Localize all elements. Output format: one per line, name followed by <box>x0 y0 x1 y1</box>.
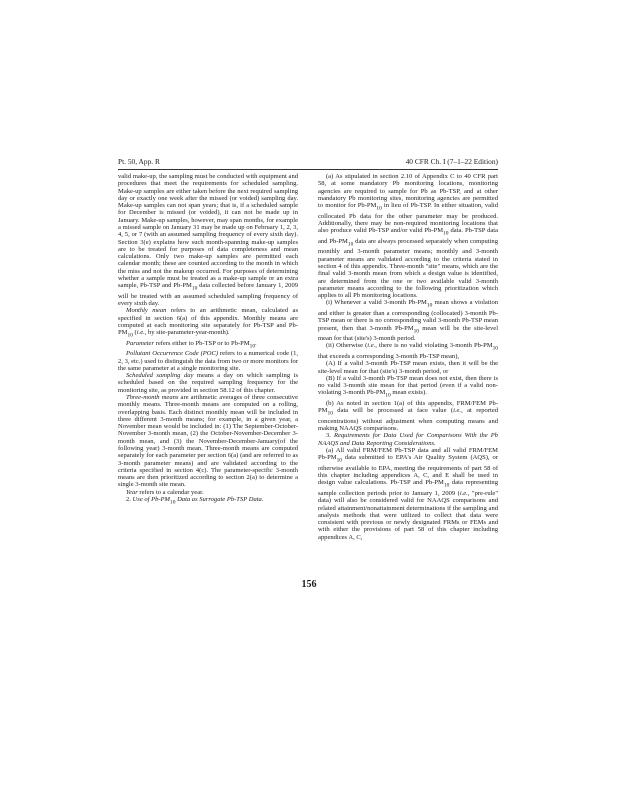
paragraph: valid make-up, the sampling must be conducted with equipment and procedures that meet the requirements for scheduled sampling. Make-up samples are either taken before the next required sampling day or exactly one week after the missed (or voided) sampling day. Make-up samples can not span years; that is, if a scheduled sample for December is missed (or voided), it can not be made up in January. Make-up samples, however, may span months, for example a missed sample on January 31 may be made up on February 1, 2, 3, 4, 5, or 7 (with an assumed sampling frequency of every sixth day). Section 3(e) explains how such month-spanning make-up samples are to be treated for purposes of data completeness and mean calculations. Only two make-up samples are permitted each calendar month; these are counted according to the month in which the miss and not the makeup occurred. For purposes of determining whether a sample must be treated as a make-up sample or an extra sample, Pb-TSP and $Pb-PM_{10}$ data collected before January 1, 2009 will be treated with an assumed scheduled sampling frequency of every sixth day. <box>118 173 299 308</box>
left-column <box>118 173 298 507</box>
page-number: 156 <box>301 579 317 590</box>
right-column <box>318 173 498 541</box>
paragraph-2b: (b) As noted in section 1(a) of this appendix, FRM/FEM $Pb-PM_{10}$ data will be processed at face value (i.e., at reported concentrations) without adjustment when computing means and making NAAQS comparisons. <box>318 399 499 433</box>
paragraph-2a-i: (i) Whenever a valid 3-month $Pb-PM_{10}$ mean shows a violation and either is greater than a corresponding (collocated) 3-month Pb-TSP mean or there is no corresponding valid 3-month Pb-TSP mean present, then that 3-month $Pb-PM_{10}$ mean will be the site-level mean for that (site's) 3-month period. <box>318 299 499 343</box>
paragraph-poc: Pollutant Occurrence Code (POC) refers to a numerical code (1, 2, 3, etc.) used to distinguish the data from two or more monitors for the same parameter at a single monitoring site. <box>118 350 298 372</box>
paragraph-2a-ii-a: (A) If a valid 3-month Pb-TSP mean exists, then it will be the site-level mean for that (site's) 3-month period, or <box>318 360 498 375</box>
running-header <box>118 157 498 170</box>
paragraph-three-month-means: Three-month means are arithmetic averages of three consecutive monthly means. Three-month means are computed on a rolling, overlapping basis. Each distinct monthly mean will be included in three different 3-month means; for example, in a given year, a November mean would be included in: (1) The September-October-November 3-month mean, (2) the October-November-December 3-month mean, and (3) the November-December-January(of the following year) 3-month mean. Three-month means are computed separately for each parameter per section 6(a) (and are referred to as 3-month parameter means) and are validated according to the criteria specified in section 4(c). The parameter-specific 3-month means are then prioritized according to section 2(a) to determine a single 3-month site mean. <box>118 394 298 489</box>
paragraph-2a: (a) As stipulated in section 2.10 of Appendix C to 40 CFR part 58, at some mandatory Pb monitoring locations, monitoring agencies are required to sample for Pb as Pb-TSP, and at other mandatory Pb monitoring sites, monitoring agencies are permitted to monitor for $Pb-PM_{10}$ in lieu of Pb-TSP. In either situation, valid collocated Pb data for the other parameter may be produced. Additionally, there may be non-required monitoring locations that also produce valid Pb-TSP and/or valid $Pb-PM_{10}$ data. Pb-TSP data and $Pb-PM_{10}$ data are always processed separately when computing monthly and 3-month parameter means; monthly and 3-month parameter means are validated according to the criteria stated in section 4 of this appendix. Three-month "site" means, which are the final valid 3-month mean from which a design value is identified, are determined from the one or two available valid 3-month parameter means according to the following prioritization which applies to all Pb monitoring locations. <box>318 173 498 300</box>
header-title: 40 CFR Ch. I (7–1–22 Edition) <box>405 157 498 166</box>
section-heading-2: 2. Use of $Pb-PM_{10}$ Data as Surrogate Pb-TSP Data. <box>126 495 264 506</box>
paragraph-parameter: Parameter refers either to Pb-TSP or to $Pb-PM_{10}$. <box>126 339 257 350</box>
section-heading-3: 3. Requirements for Data Used for Comparisons With the Pb NAAQS and Data Reporting Considerations. <box>318 432 498 447</box>
paragraph-scheduled-sampling-day: Scheduled sampling day means a day on which sampling is scheduled based on the required sampling frequency for the monitoring site, as provided in section 58.12 of this chapter. <box>118 372 298 394</box>
paragraph-3a: (a) All valid FRM/FEM Pb-TSP data and all valid FRM/FEM $Pb-PM_{10}$ data submitted to EPA's Air Quality System (AQS), or otherwise available to EPA, meeting the requirements of part 58 of this chapter including appendices A, C, and E shall be used in design value calculations. Pb-TSP and $Pb-PM_{10}$ data representing sample collection periods prior to January 1, 2009 (i.e., "pre-rule" data) will also be considered valid for NAAQS comparisons and related attainment/nonattainment determinations if the sampling and analysis methods that were utilized to collect that data were consistent with previous or newly designated FRMs or FEMs and with either the provisions of part 58 of this chapter including appendices A, C, <box>318 446 498 541</box>
paragraph-2a-ii: (ii) Otherwise (i.e., there is no valid violating 3-month $Pb-PM_{10}$ that exceeds a corresponding 3-month Pb-TSP mean), <box>318 342 498 360</box>
paragraph-2a-ii-b: (B) If a valid 3-month Pb-TSP mean does not exist, then there is no valid 3-month site mean for that period (even if a valid non-violating 3-month $Pb-PM_{10}$ mean exists). <box>318 374 498 399</box>
paragraph-year: Year refers to a calendar year. <box>126 488 204 496</box>
paragraph-monthly-mean: Monthly mean refers to an arithmetic mean, calculated as specified in section 6(a) of this appendix. Monthly means are computed at each monitoring site separately for Pb-TSP and $Pb-PM_{10}$ (i.e., by site-parameter-year-month). <box>118 307 298 339</box>
header-section-ref: Pt. 50, App. R <box>118 157 160 166</box>
